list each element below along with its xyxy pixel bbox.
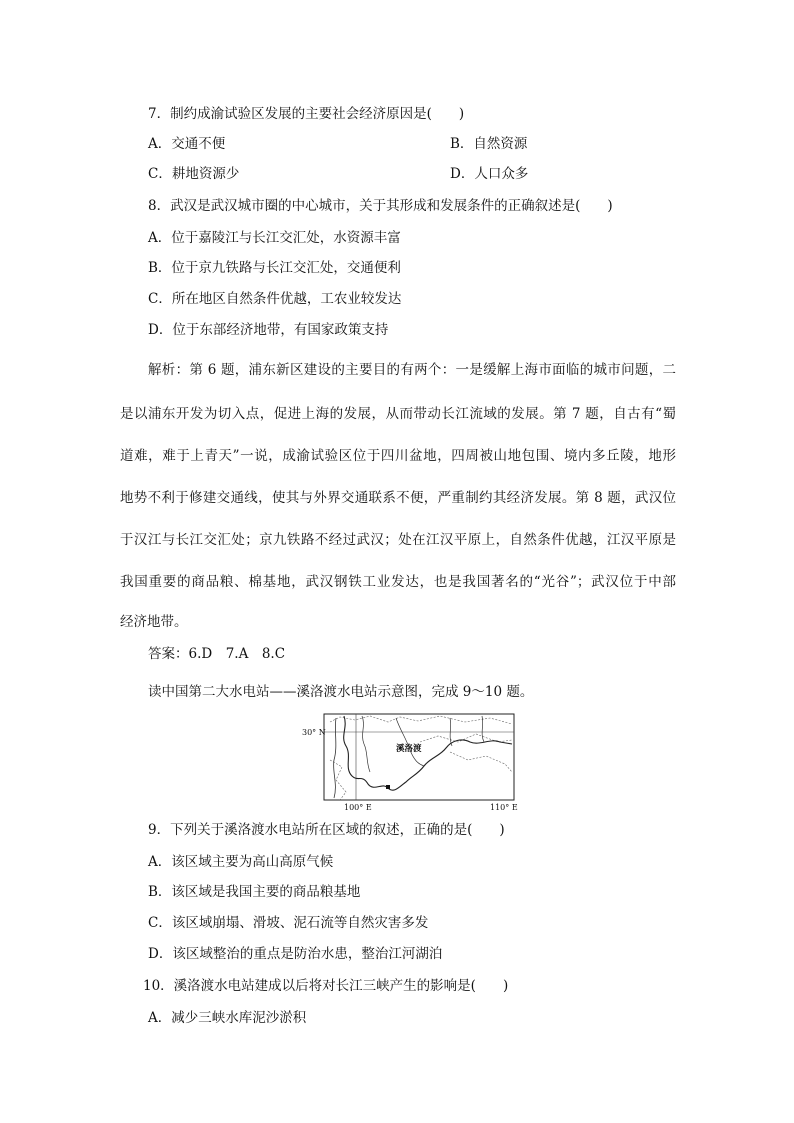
- analysis-line-1: 解析：第 6 题，浦东新区建设的主要目的有两个：一是缓解上海市面临的城市问题，二: [148, 362, 676, 378]
- q7-option-c: C．耕地资源少: [148, 166, 240, 182]
- analysis-line-5: 于汉江与长江交汇处；京九铁路不经过武汉；处在江汉平原上，自然条件优越，江汉平原是: [120, 532, 676, 548]
- lat-label: 30° N: [302, 728, 326, 737]
- q10-stem: 10．溪洛渡水电站建成以后将对长江三峡产生的影响是( ): [143, 978, 509, 994]
- boundary-north: [330, 716, 512, 724]
- q8-option-b: B．位于京九铁路与长江交汇处，交通便利: [148, 260, 401, 276]
- q7-option-a: A．交通不便: [148, 136, 226, 152]
- q9-option-d: D．该区域整治的重点是防治水患，整治江河湖泊: [148, 946, 443, 962]
- boundary-southeast: [450, 752, 512, 772]
- analysis-line-4: 地势不利于修建交通线，使其与外界交通联系不便，严重制约其经济发展。第 8 题，武汉位: [120, 490, 676, 506]
- q8-option-c: C．所在地区自然条件优越，工农业较发达: [148, 291, 402, 307]
- analysis-line-2: 是以浦东开发为切入点，促进上海的发展，从而带动长江流域的发展。第 7 题，自古有“蜀: [120, 406, 676, 422]
- place-label: 溪洛渡: [396, 744, 422, 754]
- tributary-2: [396, 718, 424, 766]
- q8-stem: 8．武汉是武汉城市圈的中心城市，关于其形成和发展条件的正确叙述是( ): [148, 198, 613, 214]
- map-intro: 读中国第二大水电站——溪洛渡水电站示意图，完成 9～10 题。: [148, 684, 534, 700]
- q7-option-d: D．人口众多: [450, 166, 529, 182]
- q9-option-b: B．该区域是我国主要的商品粮基地: [148, 884, 361, 900]
- q8-option-d: D．位于东部经济地带，有国家政策支持: [148, 322, 389, 338]
- analysis-line-6: 我国重要的商品粮、棉基地，武汉钢铁工业发达，也是我国著名的“光谷”；武汉位于中部: [120, 574, 676, 590]
- q7-option-b: B．自然资源: [450, 136, 528, 152]
- q10-option-a: A．减少三峡水库泥沙淤积: [148, 1010, 307, 1026]
- answer-line: 答案：6.D 7.A 8.C: [148, 646, 286, 662]
- q9-option-c: C．该区域崩塌、滑坡、泥石流等自然灾害多发: [148, 915, 429, 931]
- analysis-line-3: 道难，难于上青天”一说，成渝试验区位于四川盆地，四周被山地包围、境内多丘陵，地形: [120, 448, 676, 464]
- xiluodu-map: [300, 712, 522, 812]
- yangtze-river: [344, 716, 512, 790]
- western-river: [334, 718, 336, 798]
- q9-stem: 9．下列关于溪洛渡水电站所在区域的叙述，正确的是( ): [148, 822, 505, 838]
- q7-stem: 7．制约成渝试验区发展的主要社会经济原因是( ): [148, 106, 465, 122]
- map-frame: [324, 714, 514, 800]
- lon-right-label: 110° E: [490, 803, 518, 812]
- tributary-4: [482, 716, 484, 742]
- lon-left-label: 100° E: [344, 803, 372, 812]
- q8-option-a: A．位于嘉陵江与长江交汇处，水资源丰富: [148, 230, 401, 246]
- q9-option-a: A．该区域主要为高山高原气候: [148, 854, 334, 870]
- dam-marker: [386, 785, 390, 789]
- analysis-line-7: 经济地带。: [120, 614, 188, 630]
- boundary-west: [330, 760, 346, 800]
- tributary-1: [362, 716, 370, 772]
